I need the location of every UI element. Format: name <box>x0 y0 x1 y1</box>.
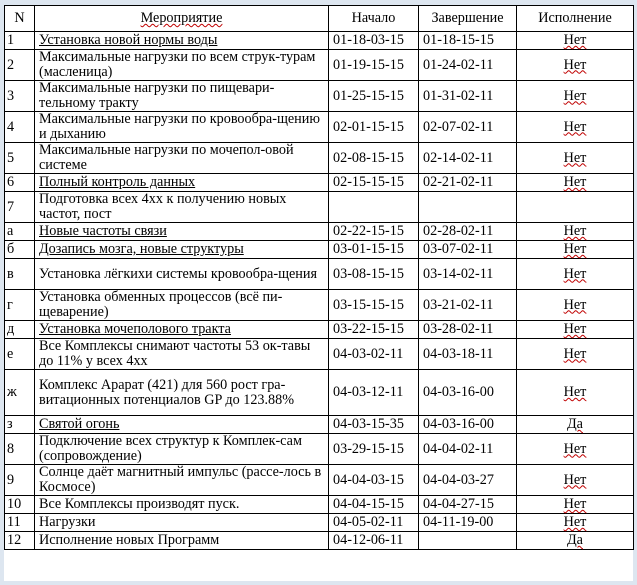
cell-end: 04-04-02-11 <box>419 434 517 465</box>
cell-start: 02-22-15-15 <box>329 223 419 241</box>
cell-n: 7 <box>5 192 35 223</box>
cell-start: 04-04-03-15 <box>329 465 419 496</box>
cell-status: Нет <box>517 223 634 241</box>
cell-n: 10 <box>5 496 35 514</box>
table-row <box>5 241 634 259</box>
cell-end: 04-03-16-00 <box>419 370 517 416</box>
cell-n: д <box>5 321 35 339</box>
header-row <box>5 6 634 32</box>
table-row <box>5 290 634 321</box>
cell-end: 01-18-15-15 <box>419 32 517 50</box>
cell-status: Нет <box>517 259 634 290</box>
cell-end: 03-14-02-11 <box>419 259 517 290</box>
table-row <box>5 532 634 550</box>
table-row <box>5 81 634 112</box>
cell-end: 03-28-02-11 <box>419 321 517 339</box>
cell-event: Дозапись мозга, новые структуры <box>35 241 329 259</box>
cell-n: 6 <box>5 174 35 192</box>
cell-status: Нет <box>517 50 634 81</box>
cell-status <box>517 192 634 223</box>
cell-n: а <box>5 223 35 241</box>
cell-event: Новые частоты связи <box>35 223 329 241</box>
cell-end: 01-31-02-11 <box>419 81 517 112</box>
cell-event: Максимальные нагрузки по всем струк-турам (масленица) <box>35 50 329 81</box>
cell-status: Нет <box>517 143 634 174</box>
cell-status: Нет <box>517 321 634 339</box>
cell-status: Нет <box>517 514 634 532</box>
table-row <box>5 321 634 339</box>
cell-status: Нет <box>517 434 634 465</box>
cell-n: е <box>5 339 35 370</box>
cell-start: 04-03-12-11 <box>329 370 419 416</box>
cell-event: Солнце даёт магнитный импульс (рассе-лось в Космосе) <box>35 465 329 496</box>
cell-start: 03-08-15-15 <box>329 259 419 290</box>
cell-end <box>419 192 517 223</box>
cell-start <box>329 192 419 223</box>
table-row <box>5 143 634 174</box>
cell-start: 04-12-06-11 <box>329 532 419 550</box>
cell-start: 02-15-15-15 <box>329 174 419 192</box>
table-row <box>5 465 634 496</box>
cell-n: 5 <box>5 143 35 174</box>
cell-event: Исполнение новых Программ <box>35 532 329 550</box>
cell-n: б <box>5 241 35 259</box>
cell-end: 02-28-02-11 <box>419 223 517 241</box>
cell-n: 9 <box>5 465 35 496</box>
cell-status: Да <box>517 532 634 550</box>
cell-start: 03-15-15-15 <box>329 290 419 321</box>
table-row <box>5 416 634 434</box>
cell-event: Максимальные нагрузки по пищевари-тельному тракту <box>35 81 329 112</box>
cell-start: 04-04-15-15 <box>329 496 419 514</box>
cell-end: 02-21-02-11 <box>419 174 517 192</box>
header-event: Мероприятие <box>35 6 329 32</box>
table-row <box>5 50 634 81</box>
cell-status: Нет <box>517 32 634 50</box>
cell-n: ж <box>5 370 35 416</box>
cell-n: 4 <box>5 112 35 143</box>
cell-start: 04-03-02-11 <box>329 339 419 370</box>
cell-end: 03-07-02-11 <box>419 241 517 259</box>
table-row <box>5 112 634 143</box>
cell-start: 01-25-15-15 <box>329 81 419 112</box>
cell-end: 04-03-18-11 <box>419 339 517 370</box>
cell-end: 04-03-16-00 <box>419 416 517 434</box>
cell-event: Подготовка всех 4хх к получению новых частот, пост <box>35 192 329 223</box>
cell-start: 02-01-15-15 <box>329 112 419 143</box>
cell-event: Максимальные нагрузки по мочепол-овой системе <box>35 143 329 174</box>
table-row <box>5 339 634 370</box>
cell-event: Все Комплексы производят пуск. <box>35 496 329 514</box>
cell-end: 01-24-02-11 <box>419 50 517 81</box>
cell-start: 02-08-15-15 <box>329 143 419 174</box>
cell-start: 03-22-15-15 <box>329 321 419 339</box>
cell-start: 03-01-15-15 <box>329 241 419 259</box>
cell-end: 04-04-27-15 <box>419 496 517 514</box>
cell-n: 11 <box>5 514 35 532</box>
schedule-table <box>4 5 634 550</box>
cell-event: Установка мочеполового тракта <box>35 321 329 339</box>
cell-status: Нет <box>517 112 634 143</box>
cell-start: 01-19-15-15 <box>329 50 419 81</box>
cell-status: Да <box>517 416 634 434</box>
cell-event: Святой огонь <box>35 416 329 434</box>
cell-status: Нет <box>517 174 634 192</box>
table-row <box>5 174 634 192</box>
table-row <box>5 496 634 514</box>
table-row <box>5 192 634 223</box>
cell-event: Комплекс Арарат (421) для 560 рост гра-витационных потенциалов GP до 123.88% <box>35 370 329 416</box>
cell-status: Нет <box>517 290 634 321</box>
cell-status: Нет <box>517 465 634 496</box>
table-body <box>5 32 634 550</box>
cell-start: 01-18-03-15 <box>329 32 419 50</box>
cell-event: Установка лёгкихи системы кровообра-щения <box>35 259 329 290</box>
cell-event: Нагрузки <box>35 514 329 532</box>
cell-event: Установка обменных процессов (всё пи-щеварение) <box>35 290 329 321</box>
cell-n: 8 <box>5 434 35 465</box>
cell-event: Подключение всех структур к Комплек-сам (сопровождение) <box>35 434 329 465</box>
cell-end: 04-04-03-27 <box>419 465 517 496</box>
cell-status: Нет <box>517 81 634 112</box>
cell-end: 03-21-02-11 <box>419 290 517 321</box>
cell-event: Все Комплексы снимают частоты 53 ок-тавы до 11% у всех 4хх <box>35 339 329 370</box>
cell-status: Нет <box>517 241 634 259</box>
cell-end: 04-11-19-00 <box>419 514 517 532</box>
cell-end <box>419 532 517 550</box>
table-row <box>5 223 634 241</box>
cell-status: Нет <box>517 339 634 370</box>
cell-start: 04-03-15-35 <box>329 416 419 434</box>
cell-n: 2 <box>5 50 35 81</box>
header-start: Начало <box>329 6 419 32</box>
table-row <box>5 514 634 532</box>
cell-n: г <box>5 290 35 321</box>
cell-n: 1 <box>5 32 35 50</box>
cell-event: Полный контроль данных <box>35 174 329 192</box>
cell-status: Нет <box>517 370 634 416</box>
cell-n: з <box>5 416 35 434</box>
table-row <box>5 32 634 50</box>
table-row <box>5 259 634 290</box>
cell-n: в <box>5 259 35 290</box>
header-n: N <box>5 6 35 32</box>
cell-status: Нет <box>517 496 634 514</box>
table-row <box>5 434 634 465</box>
cell-event: Максимальные нагрузки по кровообра-щению и дыханию <box>35 112 329 143</box>
header-end: Завершение <box>419 6 517 32</box>
table-row <box>5 370 634 416</box>
cell-n: 3 <box>5 81 35 112</box>
schedule-document <box>4 5 633 581</box>
cell-end: 02-07-02-11 <box>419 112 517 143</box>
cell-start: 04-05-02-11 <box>329 514 419 532</box>
cell-end: 02-14-02-11 <box>419 143 517 174</box>
cell-start: 03-29-15-15 <box>329 434 419 465</box>
cell-event: Установка новой нормы воды <box>35 32 329 50</box>
header-status: Исполнение <box>517 6 634 32</box>
cell-n: 12 <box>5 532 35 550</box>
